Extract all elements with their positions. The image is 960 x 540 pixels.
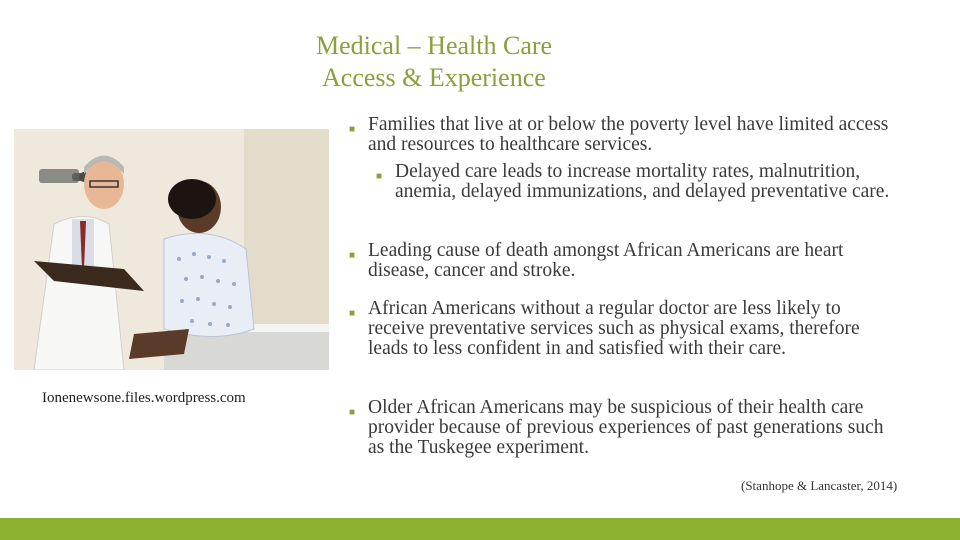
image-source-caption: Ionenewsone.files.wordpress.com [42, 390, 246, 406]
square-bullet-icon: ■ [349, 124, 356, 135]
slide-title [316, 30, 736, 94]
square-bullet-icon: ■ [349, 308, 356, 319]
slide-title-line-1: Medical – Health Care [316, 31, 553, 60]
bullet-item: ■ Leading cause of death amongst African Americans are heart disease, cancer and stroke. [349, 240, 844, 281]
sub-bullet-item: ■ Delayed care leads to increase mortality rates, malnutrition, anemia, delayed immunizations, and delayed preventative care. [376, 161, 890, 202]
citation: (Stanhope & Lancaster, 2014) [741, 478, 898, 493]
square-bullet-icon: ■ [376, 171, 383, 182]
bullet-item: ■ Older African Americans may be suspicious of their health care provider because of previous experiences of past generations such as the Tuskegee experiment. [349, 397, 884, 458]
square-bullet-icon: ■ [349, 407, 356, 418]
slide-title-line-2: Access & Experience [322, 63, 546, 92]
bullet-item: ■ Families that live at or below the poverty level have limited access and resources to healthcare services. [349, 114, 889, 155]
bullet-item: ■ African Americans without a regular doctor are less likely to receive preventative services such as physical exams, therefore leads to less confident in and satisfied with their care. [349, 298, 860, 359]
footer-accent-bar [0, 518, 960, 540]
square-bullet-icon: ■ [349, 250, 356, 261]
doctor-patient-photo [14, 129, 329, 370]
